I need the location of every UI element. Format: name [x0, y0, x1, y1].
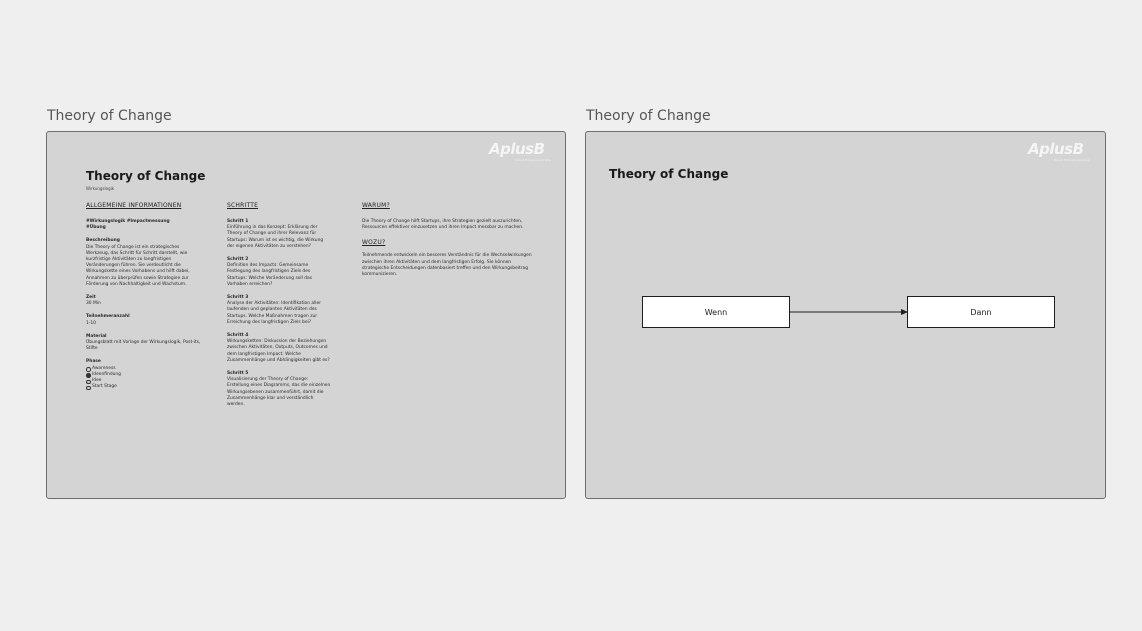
participants-block — [86, 314, 202, 326]
material-label: Material — [86, 333, 107, 339]
doc-subtitle: Wirkungslogik — [86, 186, 115, 191]
phase-item: Awareness — [86, 366, 202, 372]
step-4 — [227, 333, 331, 364]
step-text: Visualisierung der Theory of Change: Erstellung eines Diagramms, das die einzelnen Wirkungsebenen zusammenführt, damit die Zusammenhänge klar und verständlich werden. — [227, 377, 331, 408]
phase-item: Idee — [86, 378, 202, 384]
doc-title: Theory of Change — [86, 169, 206, 183]
why-heading: WARUM? — [362, 202, 390, 209]
step-label: Schritt 2 — [227, 257, 249, 263]
description-text: Die Theory of Change ist ein strategisches Werkzeug, das Schritt für Schritt darstellt, wie kurzfristige Aktivitäten zu langfristigen Veränderungen führen. Sie verdeutlicht die Wirkungskette eines Vorhabens und hilft dabei, Annahmen zu überprüfen sowie Strategien zur Förderung von Nachhaltigkeit und Wachstum. — [86, 244, 190, 287]
then-box-label: Dann — [970, 307, 992, 317]
material-block — [86, 334, 202, 353]
phase-label: Phase — [86, 359, 101, 365]
step-label: Schritt 3 — [227, 295, 249, 301]
connector-arrow[interactable] — [789, 306, 909, 318]
step-label: Schritt 5 — [227, 371, 249, 377]
step-text: Einführung in das Konzept: Erklärung der Theory of Change und ihrer Relevanz für Startups: Warum ist es wichtig, die Wirkung der eigenen Aktivitäten zu verstehen? — [227, 225, 324, 249]
frame-2-diagram[interactable] — [585, 131, 1106, 499]
description-label: Beschreibung — [86, 238, 120, 244]
step-text: Definition des Impacts: Gemeinsame Festlegung des langfristigen Ziels des Startups: Welche Veränderung soll das Vorhaben erreichen? — [227, 263, 313, 287]
tags-block — [86, 219, 202, 231]
participants-label: Teilnehmeranzahl — [86, 314, 130, 320]
what-for-text: Teilnehmende entwickeln ein besseres Verständnis für die Wechselwirkungen zwischen ihren Aktivitäten und dem langfristigen Erfolg. Sie können strategische Entscheidungen datenbasiert treffen und den Wirkungsbeitrag kommunizieren. — [362, 253, 532, 278]
step-text: Wirkungsketten: Diskussion der Beziehungen zwischen Aktivitäten, Outputs, Outcomes und dem langfristigen Impact. Welche Zusammenhänge und Abhängigkeiten gibt es? — [227, 339, 330, 363]
if-box[interactable] — [642, 296, 790, 328]
step-2 — [227, 257, 331, 288]
why-column — [362, 202, 537, 286]
general-info-heading: ALLGEMEINE INFORMATIONEN — [86, 202, 182, 209]
phase-block — [86, 359, 202, 390]
time-label: Zeit — [86, 295, 96, 301]
steps-heading: SCHRITTE — [227, 202, 259, 209]
logo-tagline: Social Entrepreneurship — [515, 158, 551, 162]
why-text: Die Theory of Change hilft Startups, ihre Strategien gezielt auszurichten, Ressourcen effektiver einzusetzen und ihren Impact messbar zu machen. — [362, 219, 524, 231]
step-text: Analyse der Aktivitäten: Identifikation aller laufenden und geplanten Aktivitäten des Startups. Welche Maßnahmen tragen zur Erreichung des langfristigen Ziels bei? — [227, 301, 322, 325]
phase-list — [86, 366, 202, 391]
participants-value: 1-10 — [86, 320, 96, 326]
doc-title: Theory of Change — [609, 167, 729, 181]
tag-line: #Übung — [86, 225, 106, 231]
aplusb-logo: AplusB — [489, 140, 545, 158]
frame-1-title[interactable]: Theory of Change — [47, 108, 172, 124]
phase-item-active: Ideenfindung — [86, 372, 202, 378]
step-3 — [227, 295, 331, 326]
phase-item: Start Stage — [86, 384, 202, 390]
frame-1-worksheet[interactable] — [46, 131, 566, 499]
general-info-column — [86, 202, 202, 397]
if-box-label: Wenn — [704, 307, 728, 317]
time-value: 30 Min — [86, 301, 101, 307]
then-box[interactable] — [907, 296, 1055, 328]
step-label: Schritt 4 — [227, 333, 249, 339]
aplusb-logo: AplusB — [1028, 140, 1084, 158]
logo-tagline: Social Entrepreneurship — [1054, 158, 1090, 162]
material-value: Übungsblatt mit Vorlage der Wirkungslogik, Post-its, Stifte — [86, 340, 201, 352]
what-for-heading: WOZU? — [362, 239, 386, 247]
frame-2-title[interactable]: Theory of Change — [586, 108, 711, 124]
step-1 — [227, 219, 331, 250]
description-block — [86, 238, 202, 288]
tag-line: #Wirkungslogik #Impactmessung — [86, 219, 170, 224]
time-block — [86, 295, 202, 307]
step-label: Schritt 1 — [227, 219, 249, 224]
step-5 — [227, 371, 331, 408]
steps-column — [227, 202, 331, 415]
